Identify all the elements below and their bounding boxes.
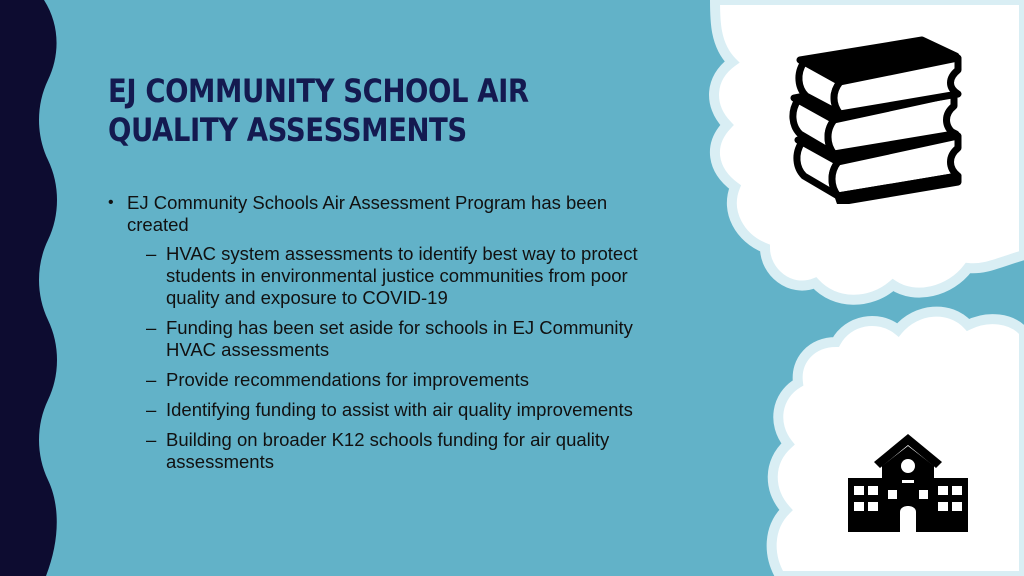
main-bullet [108,192,638,473]
sub-bullet: – Identifying funding to assist with air quality improvements [127,399,638,421]
left-wavy-band [0,0,57,576]
sub-bullet: – Building on broader K12 schools funding for air quality assessments [127,429,638,473]
sub-bullet: – Provide recommendations for improvements [127,369,638,391]
bullet-list [108,192,638,473]
title-line-1: EJ COMMUNITY SCHOOL AIR [108,72,529,110]
school-building-icon [848,432,968,532]
sub-bullet: – HVAC system assessments to identify best way to protect students in environmental justice communities from poor quality and exposure to COVID-19 [127,243,638,309]
title-line-2: QUALITY ASSESSMENTS [108,111,467,149]
slide-title [108,72,590,150]
sub-bullet-list [127,243,638,473]
books-icon [780,36,966,204]
main-bullet-text: EJ Community Schools Air Assessment Program has been created [127,192,608,235]
sub-bullet: – Funding has been set aside for schools in EJ Community HVAC assessments [127,317,638,361]
slide-body [108,192,638,481]
